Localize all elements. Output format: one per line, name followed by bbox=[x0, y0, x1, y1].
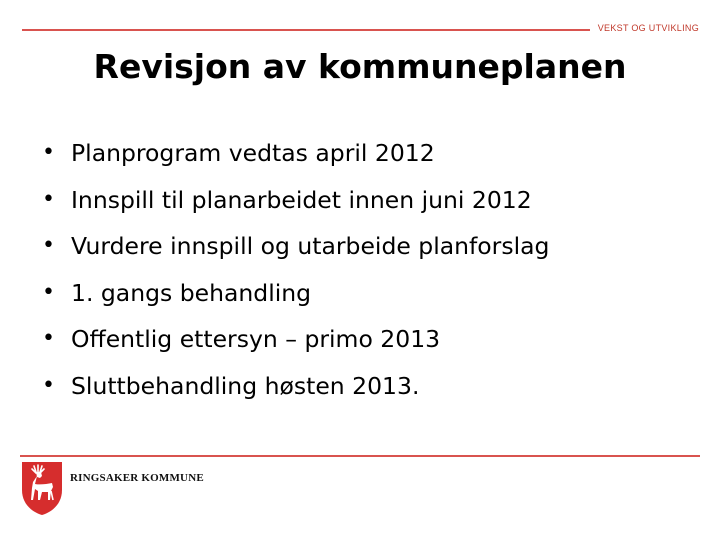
bullet-item bbox=[42, 177, 549, 224]
bullet-dot-icon: • bbox=[42, 186, 55, 212]
bullet-text: Planprogram vedtas april 2012 bbox=[71, 139, 435, 167]
bullet-dot-icon: • bbox=[42, 372, 55, 398]
top-divider bbox=[22, 29, 590, 31]
bullet-text: Offentlig ettersyn – primo 2013 bbox=[71, 325, 441, 353]
bullet-item bbox=[42, 130, 549, 177]
bullet-dot-icon: • bbox=[42, 140, 55, 165]
coat-of-arms-elk-icon bbox=[20, 460, 64, 516]
bullet-item bbox=[42, 223, 549, 270]
header-tagline: VEKST OG UTVIKLING bbox=[597, 23, 699, 33]
bullet-dot-icon: • bbox=[42, 233, 55, 258]
bullet-text: 1. gangs behandling bbox=[71, 278, 312, 307]
bullet-dot-icon: • bbox=[42, 326, 55, 351]
bullet-item bbox=[42, 363, 549, 410]
slide-title: Revisjon av kommuneplanen bbox=[93, 47, 627, 86]
bullet-list bbox=[42, 130, 549, 409]
bullet-text: Vurdere innspill og utarbeide planforslag bbox=[71, 232, 550, 260]
bullet-text: Sluttbehandling høsten 2013. bbox=[71, 371, 420, 400]
organization-name: RINGSAKER KOMMUNE bbox=[70, 472, 204, 484]
bottom-divider bbox=[20, 455, 700, 457]
bullet-text: Innspill til planarbeidet innen juni 2012 bbox=[71, 185, 532, 214]
bullet-item bbox=[42, 270, 549, 317]
bullet-dot-icon: • bbox=[42, 279, 55, 305]
bullet-item bbox=[42, 316, 549, 363]
